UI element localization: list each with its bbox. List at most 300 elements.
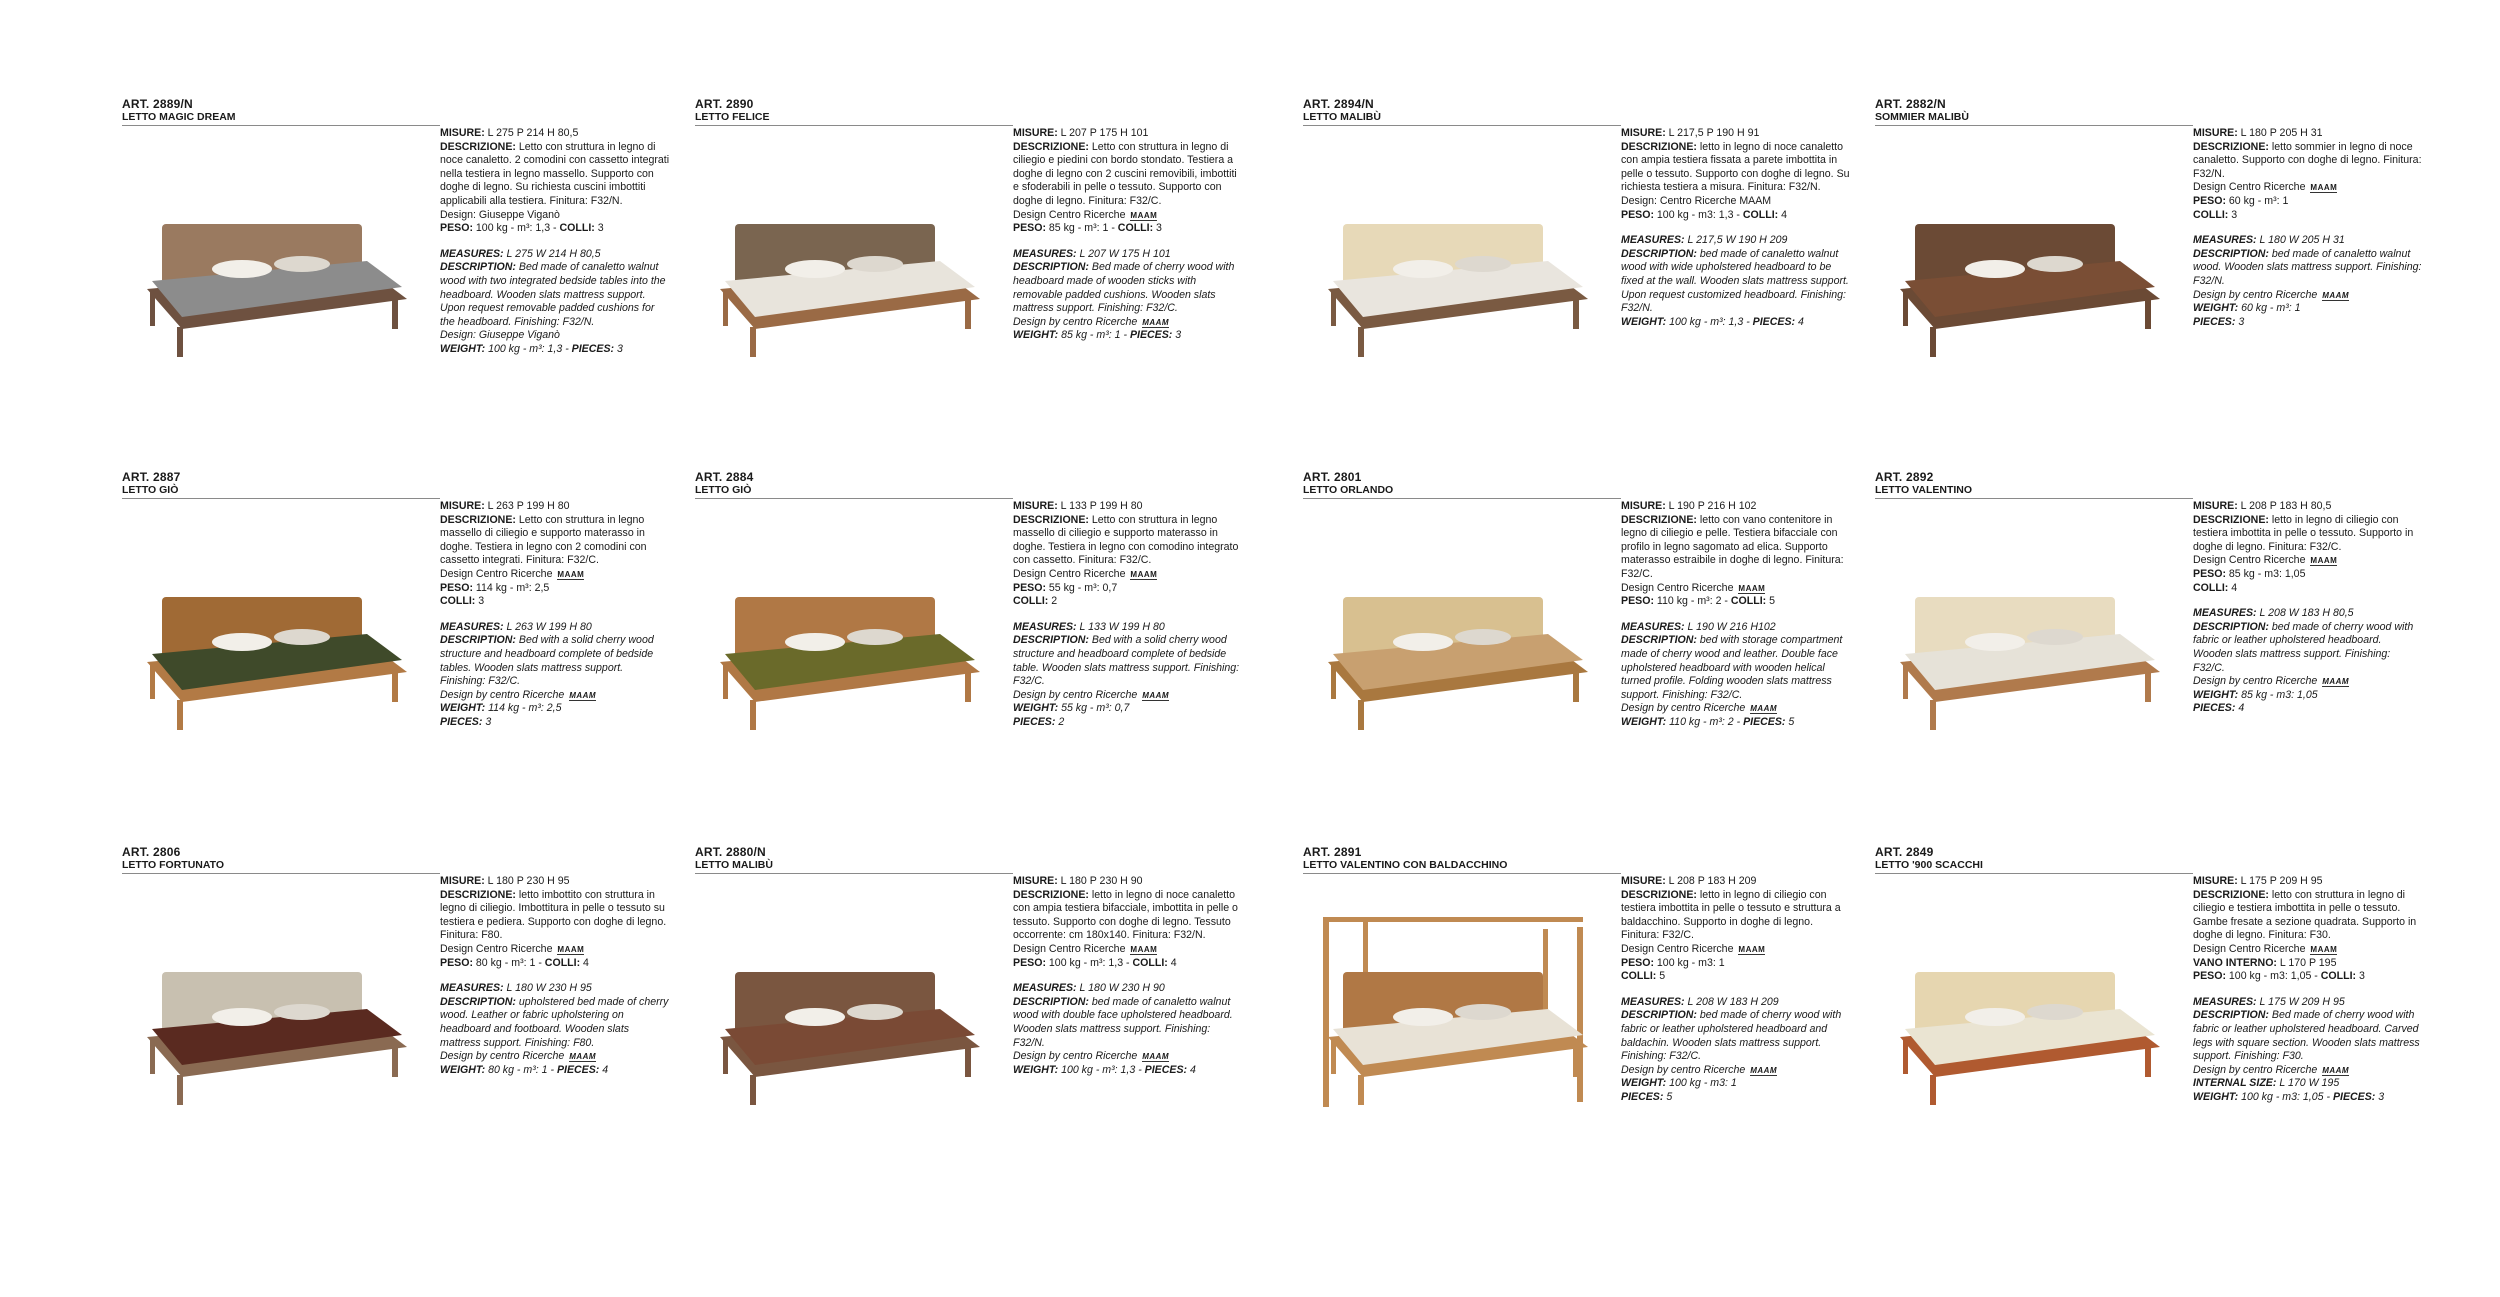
field-label: PESO: <box>440 222 473 235</box>
field-label: WEIGHT: <box>1013 1063 1059 1076</box>
field-value: Design Centro Ricerche <box>1013 942 1129 955</box>
spec-line-en <box>1013 329 1243 343</box>
spec-line-en <box>1013 716 1243 730</box>
maam-logo: MAAM <box>557 944 585 954</box>
field-label: DESCRIPTION: <box>1621 634 1697 647</box>
field-label: MEASURES: <box>440 620 504 633</box>
field-label: MEASURES: <box>1621 995 1685 1008</box>
spec-line-it <box>1621 970 1851 984</box>
spec-line-en <box>2193 607 2423 621</box>
field-label: PIECES: <box>1621 1090 1664 1103</box>
product-description <box>2193 127 2423 329</box>
product-card <box>695 97 1255 427</box>
spec-line-it <box>2193 209 2423 223</box>
field-value: Design by centro Ricerche <box>440 1050 568 1063</box>
product-name: LETTO MALIBÙ <box>695 859 773 871</box>
field-value: Design Centro Ricerche <box>2193 181 2309 194</box>
spec-line-en <box>1013 689 1243 703</box>
spec-line-en <box>2193 316 2423 330</box>
spec-line-it <box>1013 582 1243 596</box>
spec-line-it <box>1013 568 1243 582</box>
product-card <box>122 470 682 800</box>
field-value: Design by centro Ricerche <box>1621 702 1749 715</box>
field-value: Design Centro Ricerche <box>440 942 556 955</box>
maam-logo: MAAM <box>1142 317 1170 327</box>
spec-line-en <box>440 1064 670 1078</box>
spec-line-it <box>2193 889 2423 943</box>
spec-line-en <box>1013 702 1243 716</box>
field-label: DESCRIZIONE: <box>1621 140 1697 153</box>
field-value: bed with storage compartment made of cherry wood and leather. Double face upholstered headboard with wooden helical turned profile. Folding wooden slats mattress support. Finishing: F32/C. <box>1621 634 1843 701</box>
spec-line-en <box>1013 261 1243 315</box>
field-value: 85 kg - m³: 1 - <box>1045 222 1118 235</box>
spec-line-it <box>440 514 670 568</box>
field-value: L 275 P 214 H 80,5 <box>484 127 579 139</box>
product-description <box>1621 127 1851 329</box>
field-label: WEIGHT: <box>2193 688 2239 701</box>
spec-line-en <box>1621 316 1851 330</box>
bed-image <box>122 169 422 369</box>
spec-line-en <box>440 689 670 703</box>
field-label: MEASURES: <box>440 247 504 260</box>
product-card <box>695 845 1255 1175</box>
maam-logo: MAAM <box>2310 944 2338 954</box>
spec-line-it <box>1621 889 1851 943</box>
field-value: Design by centro Ricerche <box>1621 1063 1749 1076</box>
field-value: 100 kg - m3: 1,05 - <box>2238 1090 2333 1103</box>
spec-line-it <box>1621 141 1851 195</box>
spec-line-en <box>2193 996 2423 1010</box>
spec-line-en <box>440 982 670 996</box>
field-label: COLLI: <box>1621 970 1657 983</box>
product-name: LETTO VALENTINO <box>1875 484 1973 496</box>
product-description <box>440 875 670 1077</box>
field-label: DESCRIZIONE: <box>440 140 516 153</box>
field-value: 100 kg - m³: 1,3 - <box>472 222 560 235</box>
spec-line-en <box>1013 316 1243 330</box>
divider <box>1875 125 2193 126</box>
product-description <box>1013 127 1243 343</box>
field-label: PESO: <box>440 581 473 594</box>
field-label: PESO: <box>1013 956 1046 969</box>
field-label: COLLI: <box>1742 208 1779 221</box>
article-code: ART. 2801 <box>1303 470 1362 484</box>
product-description <box>1013 875 1243 1077</box>
article-code: ART. 2892 <box>1875 470 1934 484</box>
field-label: DESCRIPTION: <box>440 261 516 274</box>
field-value: 3 <box>2228 208 2238 221</box>
product-card <box>1875 470 2435 800</box>
spec-line-it <box>1621 500 1851 514</box>
field-value: 85 kg - m³: 1 - <box>1058 329 1130 342</box>
field-label: DESCRIPTION: <box>1621 1009 1697 1022</box>
spec-line-en <box>1013 248 1243 262</box>
maam-logo: MAAM <box>1750 704 1778 714</box>
spec-line-en <box>1621 1009 1851 1063</box>
field-value: letto imbottito con struttura in legno di ciliegio. Imbottitura in pelle o tessuto su testiera e pediera. Supporto con doghe di legno. Finitura: F80. <box>440 888 667 942</box>
spec-line-it <box>440 500 670 514</box>
spec-line-it <box>1621 209 1851 223</box>
field-value: letto in legno di noce canaletto con ampia testiera bifacciale, imbottita in pelle o tessuto. Supporto con doghe di legno. Tessuto occorrente: cm 180x140. Finitura: F32/N. <box>1013 888 1238 942</box>
spec-line-en <box>2193 702 2423 716</box>
field-value: Design Centro Ricerche <box>440 567 556 580</box>
field-value: 100 kg - m3: 1,3 - <box>1653 208 1743 221</box>
field-value: letto sommier in legno di noce canaletto. Supporto con doghe di legno. Finitura: F32/N. <box>2193 140 2422 180</box>
field-value: 5 <box>1656 970 1666 983</box>
field-value: Design by centro Ricerche <box>2193 675 2321 688</box>
product-card <box>122 97 682 427</box>
field-value: L 208 P 183 H 209 <box>1665 875 1757 887</box>
field-label: MISURE: <box>2193 127 2238 139</box>
field-label: DESCRIZIONE: <box>1013 140 1089 153</box>
spec-line-it <box>2193 970 2423 984</box>
product-card <box>1303 97 1863 427</box>
spec-line-en <box>1621 716 1851 730</box>
spec-line-en <box>2193 1077 2423 1091</box>
product-card <box>122 845 682 1175</box>
field-value: 60 kg - m³: 1 <box>2238 302 2301 315</box>
product-name: LETTO FORTUNATO <box>122 859 225 871</box>
spec-line-it <box>2193 500 2423 514</box>
spec-line-en <box>440 261 670 329</box>
field-value: L 190 P 216 H 102 <box>1665 500 1757 512</box>
maam-logo: MAAM <box>1130 569 1158 579</box>
field-label: PIECES: <box>1129 329 1173 342</box>
field-label: DESCRIPTION: <box>2193 247 2269 260</box>
field-value: L 208 P 183 H 80,5 <box>2237 500 2332 512</box>
field-value: 5 <box>1663 1090 1673 1103</box>
spec-line-it <box>1621 943 1851 957</box>
field-label: PESO: <box>1013 222 1046 235</box>
field-value: bed made of cherry wood with fabric or leather upholstered headboard. Wooden slats mattress support. Finishing: F32/C. <box>2193 620 2414 674</box>
field-label: DESCRIPTION: <box>1013 634 1089 647</box>
bed-image <box>695 169 995 369</box>
field-label: MEASURES: <box>1013 247 1077 260</box>
article-code: ART. 2882/N <box>1875 97 1946 111</box>
spec-line-it <box>2193 195 2423 209</box>
field-value: 60 kg - m³: 1 <box>2225 194 2289 207</box>
field-value: Design by centro Ricerche <box>2193 288 2321 301</box>
field-value: L 180 P 205 H 31 <box>2237 127 2323 139</box>
spec-line-en <box>440 716 670 730</box>
divider <box>1303 498 1621 499</box>
product-card <box>1875 97 2435 427</box>
product-card <box>1875 845 2435 1175</box>
spec-line-en <box>1621 634 1851 702</box>
divider <box>695 125 1013 126</box>
product-name: LETTO GIÒ <box>122 484 179 496</box>
field-value: 4 <box>599 1063 609 1076</box>
field-value: Design Centro Ricerche <box>2193 554 2309 567</box>
field-value: Design by centro Ricerche <box>440 688 568 701</box>
spec-line-en <box>1621 1064 1851 1078</box>
field-value: upholstered bed made of cherry wood. Leather or fabric upholstering on headboard and footboard. Wooden slats mattress support. Finishing: F80. <box>440 995 669 1049</box>
field-value: letto in legno di ciliegio con testiera imbottita in pelle o tessuto. Supporto in doghe di legno. Finitura: F32/C. <box>2193 513 2414 553</box>
maam-logo: MAAM <box>569 1052 597 1062</box>
spec-line-en <box>1013 621 1243 635</box>
spec-line-it <box>440 127 670 141</box>
maam-logo: MAAM <box>2310 183 2338 193</box>
product-card <box>1303 845 1863 1175</box>
field-value: L 217,5 P 190 H 91 <box>1665 127 1760 139</box>
spec-line-it <box>2193 957 2423 971</box>
field-value: 110 kg - m³: 2 - <box>1666 715 1744 728</box>
bed-image <box>122 917 422 1117</box>
field-label: WEIGHT: <box>440 342 486 355</box>
article-code: ART. 2890 <box>695 97 754 111</box>
field-label: COLLI: <box>2320 970 2357 983</box>
field-value: 100 kg - m³: 1,3 - <box>485 342 572 355</box>
field-value: 2 <box>1055 715 1065 728</box>
spec-line-it <box>1013 875 1243 889</box>
field-value: 4 <box>580 956 589 969</box>
bed-image <box>122 542 422 742</box>
field-value: Design by centro Ricerche <box>1013 1050 1141 1063</box>
field-label: WEIGHT: <box>440 702 486 715</box>
spec-line-en <box>2193 289 2423 303</box>
field-label: COLLI: <box>440 595 476 608</box>
field-label: PESO: <box>2193 194 2226 207</box>
product-card <box>1303 470 1863 800</box>
spec-line-it <box>1013 222 1243 236</box>
field-label: DESCRIPTION: <box>1621 247 1697 260</box>
field-value: L 275 W 214 H 80,5 <box>503 247 601 260</box>
field-value: 5 <box>1785 715 1795 728</box>
field-value: bed made of canaletto walnut wood with double face upholstered headboard. Wooden slats mattress support. Finishing: F32/N. <box>1013 995 1233 1049</box>
field-value: L 263 W 199 H 80 <box>503 620 592 633</box>
maam-logo: MAAM <box>1130 210 1158 220</box>
spec-line-it <box>440 595 670 609</box>
field-label: WEIGHT: <box>1013 702 1059 715</box>
product-description <box>1621 500 1851 730</box>
field-label: WEIGHT: <box>440 1063 486 1076</box>
field-value: L 175 W 209 H 95 <box>2256 995 2345 1008</box>
field-value: 114 kg - m³: 2,5 <box>472 581 550 594</box>
field-label: PIECES: <box>571 342 615 355</box>
spec-line-en <box>1013 996 1243 1050</box>
bed-image <box>1875 542 2175 742</box>
spec-line-it <box>440 889 670 943</box>
spec-line-en <box>1621 702 1851 716</box>
field-label: COLLI: <box>544 956 581 969</box>
spec-line-it <box>440 209 670 223</box>
field-value: L 170 P 195 <box>2276 956 2337 969</box>
bed-image <box>1303 169 1603 369</box>
field-label: MISURE: <box>440 127 485 139</box>
divider <box>1875 873 2193 874</box>
field-label: COLLI: <box>2193 581 2229 594</box>
field-value: 55 kg - m³: 0,7 <box>1058 702 1130 715</box>
field-label: WEIGHT: <box>1013 329 1059 342</box>
spec-line-it <box>2193 582 2423 596</box>
field-label: PESO: <box>2193 567 2226 580</box>
spec-line-en <box>2193 1091 2423 1105</box>
spec-line-it <box>2193 943 2423 957</box>
field-value: L 133 W 199 H 80 <box>1076 620 1165 633</box>
article-code: ART. 2806 <box>122 845 181 859</box>
spec-line-it <box>2193 875 2423 889</box>
field-label: DESCRIPTION: <box>1013 995 1089 1008</box>
article-code: ART. 2849 <box>1875 845 1934 859</box>
maam-logo: MAAM <box>2322 677 2350 687</box>
field-value: 4 <box>1187 1063 1196 1076</box>
field-value: Bed made of cherry wood with headboard made of wooden sticks with removable padded cushions. Wooden slats mattress support. Finishing: F32/C. <box>1013 261 1235 315</box>
article-code: ART. 2894/N <box>1303 97 1374 111</box>
field-label: MEASURES: <box>1621 620 1685 633</box>
product-description <box>2193 500 2423 716</box>
spec-line-it <box>1013 141 1243 209</box>
maam-logo: MAAM <box>2310 556 2338 566</box>
spec-line-it <box>1013 209 1243 223</box>
field-value: L 133 P 199 H 80 <box>1057 500 1143 512</box>
divider <box>122 873 440 874</box>
field-value: 3 <box>1172 329 1182 342</box>
field-value: 100 kg - m³: 1,3 - <box>1045 956 1133 969</box>
field-value: Letto con struttura in legno massello di ciliegio e supporto materasso in doghe. Testiera in legno con comodino integrato con cassetto. Finitura: F32/C. <box>1013 513 1239 567</box>
spec-line-en <box>2193 1009 2423 1063</box>
divider <box>122 125 440 126</box>
bed-image <box>695 917 995 1117</box>
field-label: DESCRIZIONE: <box>1621 513 1697 526</box>
maam-logo: MAAM <box>1130 944 1158 954</box>
field-label: COLLI: <box>2193 208 2229 221</box>
bed-image <box>1303 917 1603 1117</box>
field-label: DESCRIPTION: <box>2193 620 2269 633</box>
divider <box>122 498 440 499</box>
field-value: 3 <box>2356 970 2365 983</box>
product-name: LETTO GIÒ <box>695 484 752 496</box>
spec-line-it <box>1621 875 1851 889</box>
field-value: 3 <box>482 715 492 728</box>
field-value: letto con vano contenitore in legno di ciliegio e pelle. Testiera bifacciale con profilo in legno sagomato ad elica. Supporto materasso estraibile in doghe di legno. Finitura: F32/C. <box>1621 513 1844 580</box>
field-label: MISURE: <box>1621 127 1666 139</box>
spec-line-it <box>1621 957 1851 971</box>
field-value: Design: Giuseppe Viganò <box>440 208 560 221</box>
product-name: LETTO VALENTINO CON BALDACCHINO <box>1303 859 1508 871</box>
bed-image <box>1875 169 2175 369</box>
spec-line-it <box>1013 889 1243 943</box>
field-label: PIECES: <box>1013 715 1056 728</box>
spec-line-it <box>1013 943 1243 957</box>
field-label: DESCRIPTION: <box>440 634 516 647</box>
spec-line-it <box>440 957 670 971</box>
field-value: 100 kg - m3: 1 <box>1653 956 1725 969</box>
field-value: 4 <box>1778 208 1788 221</box>
maam-logo: MAAM <box>1750 1065 1778 1075</box>
field-label: DESCRIZIONE: <box>2193 513 2269 526</box>
field-value: L 263 P 199 H 80 <box>484 500 570 512</box>
field-label: PESO: <box>1013 581 1046 594</box>
field-label: PESO: <box>2193 970 2226 983</box>
spec-line-en <box>1621 1091 1851 1105</box>
spec-line-it <box>2193 514 2423 555</box>
field-value: Bed made of canaletto walnut wood with two integrated bedside tables into the headboard. Wooden slats mattress support. Upon request removable padded cushions for the headboard. Finishing: F32/N. <box>440 261 666 328</box>
field-label: PIECES: <box>2332 1090 2376 1103</box>
field-value: 2 <box>1048 595 1058 608</box>
spec-line-en <box>440 996 670 1050</box>
field-value: letto in legno di ciliegio con testiera imbottita in pelle o tessuto e struttura a baldacchino. Supporto in doghe di legno. Finitura: F32/C. <box>1621 888 1841 942</box>
field-value: 4 <box>1167 956 1177 969</box>
spec-line-en <box>440 343 670 357</box>
field-label: WEIGHT: <box>2193 1090 2239 1103</box>
bed-image <box>1303 542 1603 742</box>
field-value: Design: Centro Ricerche MAAM <box>1621 194 1772 207</box>
field-value: 3 <box>2235 315 2245 328</box>
spec-line-it <box>2193 181 2423 195</box>
field-label: DESCRIZIONE: <box>440 513 516 526</box>
field-label: COLLI: <box>1730 595 1767 608</box>
field-value: 85 kg - m3: 1,05 <box>2225 567 2306 580</box>
field-value: Design by centro Ricerche <box>1013 688 1141 701</box>
spec-line-en <box>440 634 670 688</box>
maam-logo: MAAM <box>569 690 597 700</box>
field-label: DESCRIZIONE: <box>1013 513 1089 526</box>
field-label: MEASURES: <box>1013 620 1077 633</box>
field-label: COLLI: <box>1132 956 1168 969</box>
product-description <box>2193 875 2423 1105</box>
field-value: Bed made of cherry wood with fabric or leather upholstered headboard. Carved legs with square section. Wooden slats mattress support. Finishing: F30. <box>2193 1009 2420 1063</box>
field-value: L 180 P 230 H 95 <box>484 875 570 887</box>
spec-line-it <box>1621 195 1851 209</box>
spec-line-it <box>440 582 670 596</box>
field-label: DESCRIPTION: <box>1013 261 1089 274</box>
product-description <box>1013 500 1243 730</box>
field-value: L 180 W 230 H 95 <box>503 982 592 995</box>
divider <box>1875 498 2193 499</box>
field-label: MEASURES: <box>2193 234 2257 247</box>
bed-image <box>1875 917 2175 1117</box>
field-value: Letto con struttura in legno di ciliegio e piedini con bordo stondato. Testiera a doghe di legno con 2 cuscini removibili, imbottiti e sfoderabili in pelle o tessuto. Supporto con doghe di legno. Finitura: F32/C. <box>1013 140 1237 207</box>
field-label: MISURE: <box>1621 500 1666 512</box>
field-value: letto con struttura in legno di ciliegio e testiera imbottita in pelle o tessuto. Gambe fresate a sezione quadrata. Supporto in doghe di legno. Finitura: F30. <box>2193 888 2417 942</box>
article-code: ART. 2887 <box>122 470 181 484</box>
field-label: MISURE: <box>2193 500 2238 512</box>
field-value: 55 kg - m³: 0,7 <box>1045 581 1118 594</box>
field-value: Design Centro Ricerche <box>1013 208 1129 221</box>
field-label: MEASURES: <box>1621 234 1685 247</box>
spec-line-en <box>1621 248 1851 316</box>
field-value: L 180 W 230 H 90 <box>1076 982 1165 995</box>
field-value: Bed with a solid cherry wood structure and headboard complete of bedside table. Wooden slats mattress support. Finishing: F32/C. <box>1013 634 1240 688</box>
field-value: L 180 P 230 H 90 <box>1057 875 1143 887</box>
field-label: COLLI: <box>1013 595 1049 608</box>
field-value: 114 kg - m³: 2,5 <box>485 702 562 715</box>
field-label: DESCRIZIONE: <box>2193 140 2269 153</box>
field-label: VANO INTERNO: <box>2193 956 2277 969</box>
field-value: L 175 P 209 H 95 <box>2237 875 2323 887</box>
field-value: Design Centro Ricerche <box>1621 942 1737 955</box>
field-value: Bed with a solid cherry wood structure and headboard complete of bedside tables. Wooden slats mattress support. Finishing: F32/C. <box>440 634 654 688</box>
spec-line-it <box>440 141 670 209</box>
field-label: MEASURES: <box>1013 982 1077 995</box>
spec-line-it <box>1013 595 1243 609</box>
divider <box>1303 125 1621 126</box>
field-value: L 208 W 183 H 209 <box>1684 995 1779 1008</box>
spec-line-it <box>1013 514 1243 568</box>
spec-line-it <box>2193 127 2423 141</box>
spec-line-it <box>1621 514 1851 582</box>
field-value: L 190 W 216 H102 <box>1684 620 1776 633</box>
field-label: PIECES: <box>440 715 483 728</box>
spec-line-en <box>1621 1077 1851 1091</box>
spec-line-en <box>440 702 670 716</box>
spec-line-en <box>440 1050 670 1064</box>
field-value: Design Centro Ricerche <box>2193 942 2309 955</box>
maam-logo: MAAM <box>557 569 585 579</box>
spec-line-en <box>2193 248 2423 289</box>
maam-logo: MAAM <box>1142 690 1170 700</box>
spec-line-it <box>1013 127 1243 141</box>
